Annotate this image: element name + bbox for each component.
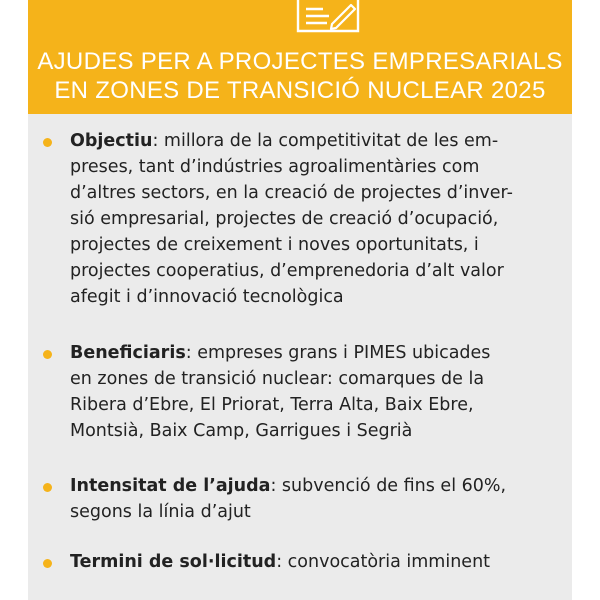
title-line-2: EN ZONES DE TRANSICIÓ NUCLEAR 2025 [54, 77, 546, 104]
item-text: en zones de transició nuclear: comarques de la [70, 369, 485, 389]
item-text: : convocatòria imminent [276, 552, 491, 572]
item-label: Intensitat de l’ajuda [70, 476, 271, 496]
item-text: projectes de creixement i noves oportunitats, i [70, 235, 479, 255]
bullet-icon [43, 350, 52, 359]
header-banner [28, 0, 572, 114]
item-text: Montsià, Baix Camp, Garrigues i Segrià [70, 421, 413, 441]
item-text: : millora de la competitivitat de les em- [152, 131, 499, 151]
item-text: segons la línia d’ajut [70, 502, 251, 522]
bullet-icon [43, 483, 52, 492]
bullet-icon [43, 138, 52, 147]
item-text: : subvenció de fins el 60%, [270, 476, 507, 496]
item-label: Termini de sol·licitud [70, 552, 277, 572]
item-text: sió empresarial, projectes de creació d’ocupació, [70, 209, 499, 229]
list-item-beneficiaris [70, 340, 560, 444]
bullet-icon [43, 559, 52, 568]
item-label: Objectiu [70, 131, 153, 151]
list-item-objectiu [70, 128, 560, 310]
item-text: : empreses grans i PIMES ubicades [185, 343, 491, 363]
item-text: afegit i d’innovació tecnològica [70, 287, 344, 307]
list-item-intensitat [70, 473, 560, 525]
item-text: d’altres sectors, en la creació de projectes d’inver- [70, 183, 513, 203]
item-text: Ribera d’Ebre, El Priorat, Terra Alta, Baix Ebre, [70, 395, 474, 415]
list-item-termini [70, 549, 560, 575]
item-text: preses, tant d’indústries agroalimentàries com [70, 157, 480, 177]
content-panel [28, 114, 572, 600]
title-line-1: AJUDES PER A PROJECTES EMPRESARIALS [37, 48, 563, 75]
document-edit-icon [295, 0, 361, 34]
item-text: projectes cooperatius, d’emprenedoria d’alt valor [70, 261, 504, 281]
item-label: Beneficiaris [70, 343, 186, 363]
